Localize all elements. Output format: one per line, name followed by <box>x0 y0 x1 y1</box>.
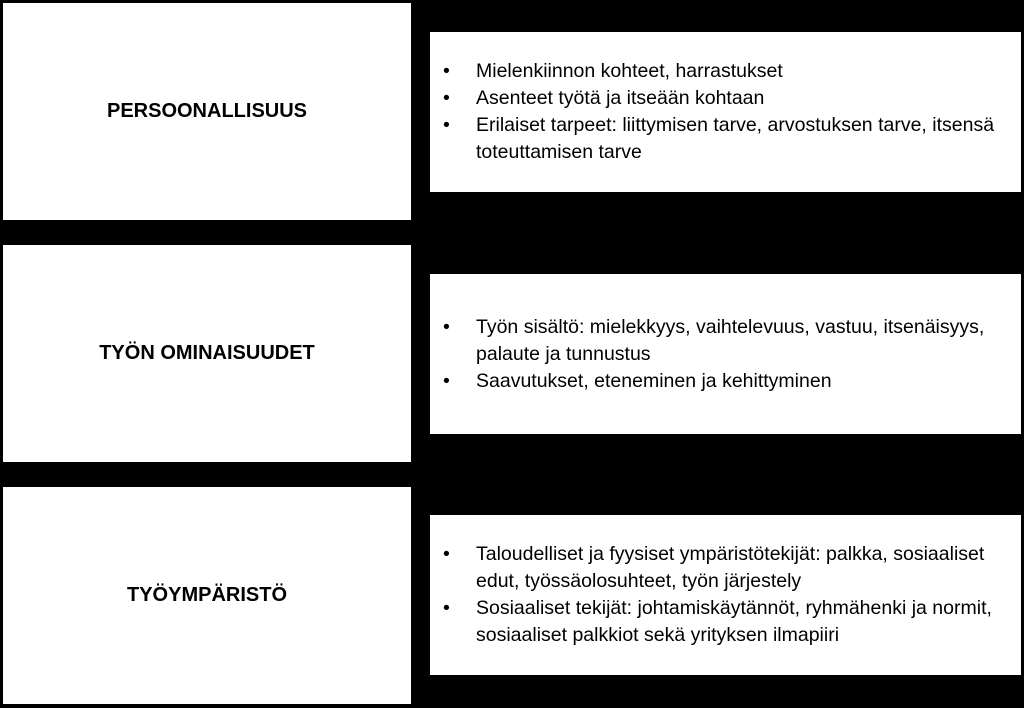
details-list-job-characteristics <box>440 314 1011 395</box>
details-box-job-characteristics <box>430 274 1021 434</box>
bullet-icon: • <box>443 369 450 392</box>
list-item-text: Asenteet työtä ja itseään kohtaan <box>476 87 765 109</box>
details-list-personality <box>440 58 1011 166</box>
bullet-icon: • <box>443 114 450 136</box>
list-item-text: Saavutukset, eteneminen ja kehittyminen <box>476 369 832 392</box>
list-item <box>440 85 1011 112</box>
category-title-job-characteristics: TYÖN OMINAISUUDET <box>99 342 315 364</box>
list-item <box>440 314 1011 368</box>
bullet-icon: • <box>443 597 450 619</box>
category-title-personality: PERSOONALLISUUS <box>106 100 308 122</box>
bullet-icon: • <box>443 543 450 565</box>
details-box-personality <box>430 32 1021 192</box>
list-item <box>440 368 1011 395</box>
details-box-work-environment <box>430 515 1021 675</box>
bullet-icon: • <box>443 60 450 82</box>
category-box-job-characteristics <box>3 245 411 462</box>
list-item <box>440 595 1011 649</box>
bullet-icon: • <box>443 315 450 338</box>
category-title-work-environment: TYÖYMPÄRISTÖ <box>126 584 287 606</box>
list-item-text: Mielenkiinnon kohteet, harrastukset <box>476 60 783 82</box>
list-item <box>440 58 1011 85</box>
list-item-text: Työn sisältö: mielekkyys, vaihtelevuus, vastuu, itsenäisyys, palaute ja tunnustus <box>476 315 985 365</box>
list-item-text: Erilaiset tarpeet: liittymisen tarve, arvostuksen tarve, itsensä toteuttamisen tarve <box>476 114 995 163</box>
list-item-text: Taloudelliset ja fyysiset ympäristötekijät: palkka, sosiaaliset edut, työssäolosuhteet, työn järjestely <box>476 543 985 592</box>
category-box-work-environment <box>3 487 411 704</box>
list-item-text: Sosiaaliset tekijät: johtamiskäytännöt, ryhmähenki ja normit, sosiaaliset palkkiot sekä yrityksen ilmapiiri <box>476 597 992 646</box>
list-item <box>440 541 1011 595</box>
details-list-work-environment <box>440 541 1011 649</box>
bullet-icon: • <box>443 87 450 109</box>
list-item <box>440 112 1011 166</box>
category-box-personality <box>3 3 411 220</box>
